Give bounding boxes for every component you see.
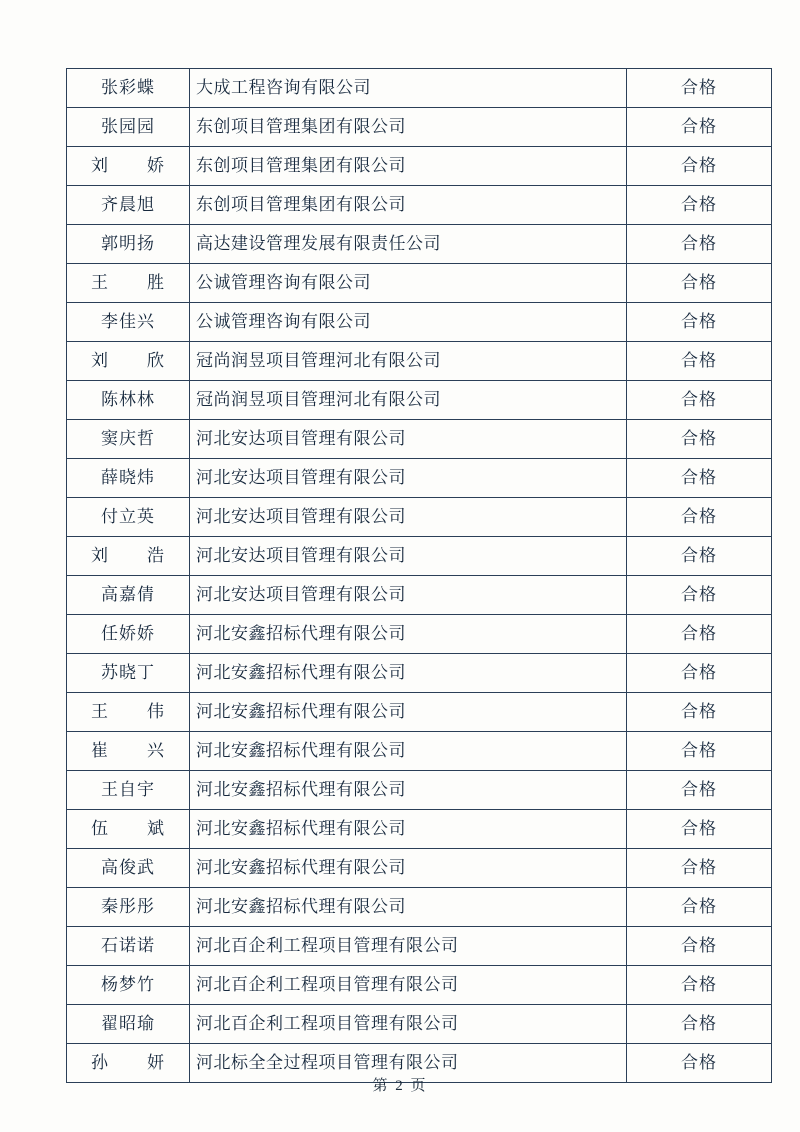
cell-result: 合格 bbox=[627, 615, 772, 654]
table-row bbox=[67, 537, 772, 576]
table-row bbox=[67, 927, 772, 966]
name-text: 付立英 bbox=[101, 506, 155, 526]
name-text: 郭明扬 bbox=[101, 233, 155, 253]
cell-name bbox=[67, 927, 190, 966]
table-row bbox=[67, 849, 772, 888]
cell-company: 河北安鑫招标代理有限公司 bbox=[190, 771, 627, 810]
cell-company: 高达建设管理发展有限责任公司 bbox=[190, 225, 627, 264]
cell-name bbox=[67, 537, 190, 576]
cell-company: 河北百企利工程项目管理有限公司 bbox=[190, 966, 627, 1005]
table-row bbox=[67, 108, 772, 147]
cell-company: 河北安鑫招标代理有限公司 bbox=[190, 849, 627, 888]
name-text: 孙妍 bbox=[91, 1052, 165, 1072]
name-text: 杨梦竹 bbox=[101, 974, 155, 994]
cell-company: 河北安达项目管理有限公司 bbox=[190, 576, 627, 615]
table-row bbox=[67, 771, 772, 810]
cell-name bbox=[67, 381, 190, 420]
name-text: 王伟 bbox=[91, 701, 165, 721]
table-row bbox=[67, 810, 772, 849]
cell-result: 合格 bbox=[627, 1044, 772, 1083]
cell-name bbox=[67, 888, 190, 927]
roster-table-body bbox=[67, 69, 772, 1083]
cell-result: 合格 bbox=[627, 654, 772, 693]
cell-name bbox=[67, 342, 190, 381]
cell-result: 合格 bbox=[627, 927, 772, 966]
name-text: 刘浩 bbox=[91, 545, 165, 565]
table-row bbox=[67, 576, 772, 615]
cell-company: 河北标全全过程项目管理有限公司 bbox=[190, 1044, 627, 1083]
name-text: 高俊武 bbox=[101, 857, 155, 877]
cell-company: 河北安鑫招标代理有限公司 bbox=[190, 888, 627, 927]
name-text: 张园园 bbox=[101, 116, 155, 136]
name-text: 李佳兴 bbox=[101, 311, 155, 331]
cell-company: 河北安鑫招标代理有限公司 bbox=[190, 615, 627, 654]
name-text: 高嘉倩 bbox=[101, 584, 155, 604]
cell-company: 东创项目管理集团有限公司 bbox=[190, 186, 627, 225]
cell-result: 合格 bbox=[627, 576, 772, 615]
table-row bbox=[67, 186, 772, 225]
table-row bbox=[67, 615, 772, 654]
name-text: 薛晓炜 bbox=[101, 467, 155, 487]
cell-company: 公诚管理咨询有限公司 bbox=[190, 264, 627, 303]
cell-result: 合格 bbox=[627, 147, 772, 186]
table-row bbox=[67, 303, 772, 342]
name-text: 任娇娇 bbox=[101, 623, 155, 643]
cell-name bbox=[67, 615, 190, 654]
cell-company: 河北安达项目管理有限公司 bbox=[190, 537, 627, 576]
cell-name bbox=[67, 654, 190, 693]
cell-company: 冠尚润昱项目管理河北有限公司 bbox=[190, 381, 627, 420]
cell-company: 河北安鑫招标代理有限公司 bbox=[190, 693, 627, 732]
cell-name bbox=[67, 459, 190, 498]
cell-name bbox=[67, 810, 190, 849]
name-text: 秦彤彤 bbox=[101, 896, 155, 916]
name-text: 窦庆哲 bbox=[101, 428, 155, 448]
name-text: 伍斌 bbox=[91, 818, 165, 838]
name-text: 王自宇 bbox=[101, 779, 155, 799]
cell-result: 合格 bbox=[627, 342, 772, 381]
name-text: 陈林林 bbox=[101, 389, 155, 409]
cell-result: 合格 bbox=[627, 1005, 772, 1044]
table-row bbox=[67, 147, 772, 186]
table-row bbox=[67, 342, 772, 381]
cell-name bbox=[67, 771, 190, 810]
cell-company: 东创项目管理集团有限公司 bbox=[190, 108, 627, 147]
cell-company: 公诚管理咨询有限公司 bbox=[190, 303, 627, 342]
cell-result: 合格 bbox=[627, 888, 772, 927]
table-row bbox=[67, 654, 772, 693]
cell-company: 河北安达项目管理有限公司 bbox=[190, 459, 627, 498]
name-text: 翟昭瑜 bbox=[101, 1013, 155, 1033]
table-row bbox=[67, 420, 772, 459]
cell-company: 河北安鑫招标代理有限公司 bbox=[190, 810, 627, 849]
table-row bbox=[67, 693, 772, 732]
cell-result: 合格 bbox=[627, 810, 772, 849]
name-text: 石诺诺 bbox=[101, 935, 155, 955]
name-text: 齐晨旭 bbox=[101, 194, 155, 214]
cell-result: 合格 bbox=[627, 771, 772, 810]
cell-result: 合格 bbox=[627, 849, 772, 888]
cell-name bbox=[67, 420, 190, 459]
cell-company: 河北安鑫招标代理有限公司 bbox=[190, 654, 627, 693]
cell-name bbox=[67, 186, 190, 225]
cell-result: 合格 bbox=[627, 459, 772, 498]
name-text: 崔兴 bbox=[91, 740, 165, 760]
cell-name bbox=[67, 303, 190, 342]
table-row bbox=[67, 225, 772, 264]
cell-result: 合格 bbox=[627, 381, 772, 420]
table-row bbox=[67, 1005, 772, 1044]
cell-name bbox=[67, 225, 190, 264]
cell-name bbox=[67, 498, 190, 537]
cell-company: 河北安达项目管理有限公司 bbox=[190, 420, 627, 459]
table-row bbox=[67, 966, 772, 1005]
cell-name bbox=[67, 147, 190, 186]
cell-company: 东创项目管理集团有限公司 bbox=[190, 147, 627, 186]
cell-result: 合格 bbox=[627, 69, 772, 108]
cell-company: 河北安鑫招标代理有限公司 bbox=[190, 732, 627, 771]
table-row bbox=[67, 888, 772, 927]
cell-name bbox=[67, 966, 190, 1005]
cell-result: 合格 bbox=[627, 537, 772, 576]
name-text: 张彩蝶 bbox=[101, 77, 155, 97]
cell-result: 合格 bbox=[627, 225, 772, 264]
table-row bbox=[67, 459, 772, 498]
name-text: 刘娇 bbox=[91, 155, 165, 175]
cell-name bbox=[67, 1005, 190, 1044]
table-row bbox=[67, 732, 772, 771]
cell-result: 合格 bbox=[627, 732, 772, 771]
cell-result: 合格 bbox=[627, 108, 772, 147]
cell-name bbox=[67, 264, 190, 303]
cell-name bbox=[67, 849, 190, 888]
name-text: 苏晓丁 bbox=[101, 662, 155, 682]
roster-table-container bbox=[66, 68, 734, 1083]
cell-name bbox=[67, 732, 190, 771]
cell-result: 合格 bbox=[627, 693, 772, 732]
name-text: 王胜 bbox=[91, 272, 165, 292]
cell-company: 冠尚润昱项目管理河北有限公司 bbox=[190, 342, 627, 381]
table-row bbox=[67, 69, 772, 108]
cell-company: 河北百企利工程项目管理有限公司 bbox=[190, 1005, 627, 1044]
roster-table bbox=[66, 68, 772, 1083]
cell-name bbox=[67, 576, 190, 615]
cell-result: 合格 bbox=[627, 966, 772, 1005]
page-footer: 第 2 页 bbox=[372, 1078, 428, 1094]
table-row bbox=[67, 264, 772, 303]
cell-name bbox=[67, 693, 190, 732]
cell-result: 合格 bbox=[627, 303, 772, 342]
cell-company: 河北安达项目管理有限公司 bbox=[190, 498, 627, 537]
table-row bbox=[67, 498, 772, 537]
cell-result: 合格 bbox=[627, 186, 772, 225]
cell-company: 大成工程咨询有限公司 bbox=[190, 69, 627, 108]
table-row bbox=[67, 381, 772, 420]
cell-result: 合格 bbox=[627, 420, 772, 459]
cell-name bbox=[67, 108, 190, 147]
cell-result: 合格 bbox=[627, 498, 772, 537]
name-text: 刘欣 bbox=[91, 350, 165, 370]
cell-company: 河北百企利工程项目管理有限公司 bbox=[190, 927, 627, 966]
cell-name bbox=[67, 69, 190, 108]
cell-result: 合格 bbox=[627, 264, 772, 303]
